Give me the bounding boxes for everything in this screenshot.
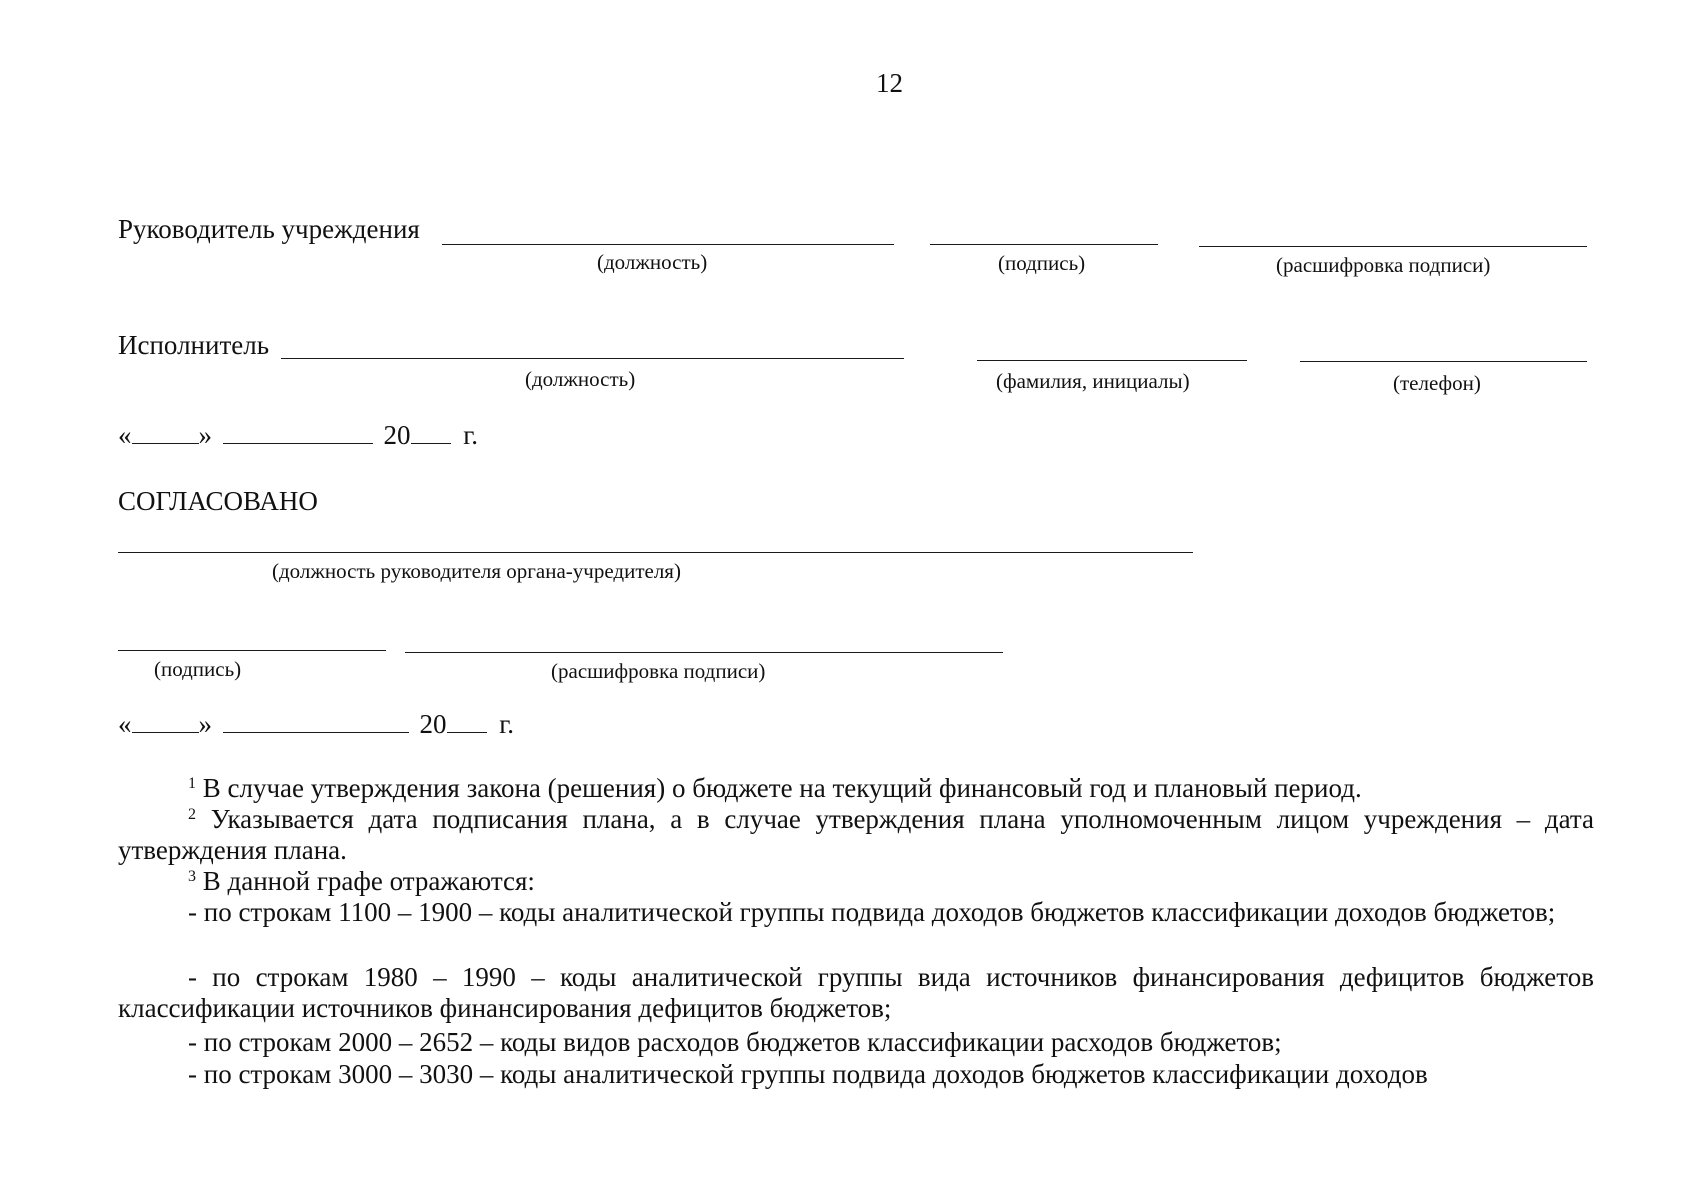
date2-day-blank[interactable]	[132, 710, 199, 733]
footnote-3-text: В данной графе отражаются:	[202, 866, 535, 896]
page-number: 12	[876, 68, 903, 98]
date1-open-quote: «	[118, 420, 132, 450]
date1-row	[118, 420, 478, 451]
date2-year-suffix: г.	[499, 709, 515, 739]
date2-year-blank[interactable]	[447, 710, 487, 733]
footnote-2-text: Указывается дата подписания плана, а в случае утверждения плана уполномоченным лицом учреждения – дата утверждения плана.	[118, 804, 1595, 865]
executor-label: Исполнитель	[118, 330, 270, 360]
agreed-signature-caption: (подпись)	[154, 657, 242, 681]
executor-phone-caption: (телефон)	[1393, 371, 1481, 395]
executor-name-caption: (фамилия, инициалы)	[996, 369, 1190, 393]
footnote-3-item: - по строкам 3000 – 3030 – коды аналитической группы подвида доходов бюджетов классификации доходов	[188, 1059, 1428, 1089]
head-decoding-line[interactable]	[1199, 246, 1587, 247]
date2-close-quote: »	[198, 709, 212, 739]
footnote-1	[118, 773, 1594, 804]
footnote-3-mark: 3	[188, 868, 196, 885]
agreed-signature-line[interactable]	[118, 650, 386, 651]
head-decoding-caption: (расшифровка подписи)	[1276, 253, 1491, 277]
agreed-title: СОГЛАСОВАНО	[118, 486, 318, 516]
agreed-decoding-line[interactable]	[405, 652, 1003, 653]
date2-year-prefix: 20	[419, 709, 447, 739]
founder-position-caption: (должность руководителя органа-учредителя)	[272, 559, 681, 583]
date1-month-blank[interactable]	[223, 421, 373, 444]
head-position-caption: (должность)	[597, 250, 708, 274]
head-signature-caption: (подпись)	[998, 251, 1086, 275]
date2-month-blank[interactable]	[223, 710, 409, 733]
footnote-3-item: - по строкам 1100 – 1900 – коды аналитической группы подвида доходов бюджетов классификации доходов бюджетов;	[188, 897, 1556, 927]
executor-name-line[interactable]	[977, 360, 1247, 361]
footnote-3	[118, 866, 1594, 897]
date1-year-blank[interactable]	[411, 421, 451, 444]
head-signature-line[interactable]	[930, 244, 1158, 245]
footnote-2	[118, 804, 1594, 866]
date1-close-quote: »	[198, 420, 212, 450]
footnote-1-text: В случае утверждения закона (решения) о бюджете на текущий финансовый год и плановый период.	[202, 773, 1362, 803]
footnote-3-item: - по строкам 1980 – 1990 – коды аналитической группы вида источников финансирования дефицитов бюджетов классификации источников финансирования дефицитов бюджетов;	[118, 962, 1594, 1023]
date2-open-quote: «	[118, 709, 132, 739]
footnote-3-item: - по строкам 2000 – 2652 – коды видов расходов бюджетов классификации расходов бюджетов;	[188, 1027, 1282, 1057]
head-label: Руководитель учреждения	[118, 214, 420, 244]
agreed-decoding-caption: (расшифровка подписи)	[551, 659, 766, 683]
founder-position-line[interactable]	[118, 552, 1193, 553]
executor-position-caption: (должность)	[525, 367, 636, 391]
date1-day-blank[interactable]	[132, 421, 199, 444]
date1-year-suffix: г.	[463, 420, 479, 450]
executor-position-line[interactable]	[281, 358, 904, 359]
date1-year-prefix: 20	[383, 420, 411, 450]
footnote-2-mark: 2	[188, 806, 196, 823]
date2-row	[118, 709, 514, 740]
head-position-line[interactable]	[442, 244, 894, 245]
executor-phone-line[interactable]	[1300, 361, 1587, 362]
footnote-1-mark: 1	[188, 775, 196, 792]
